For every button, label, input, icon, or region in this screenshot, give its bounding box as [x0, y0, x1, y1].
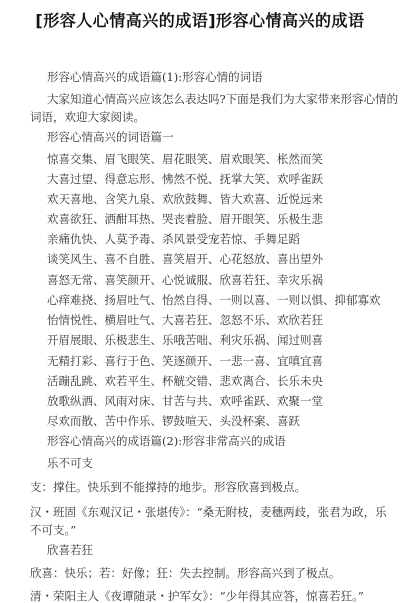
text-line: 词语，欢迎大家阅读。 — [30, 110, 145, 124]
text-line: 大家知道心情高兴应该怎么表达吗?下面是我们为大家带来形容心情的 — [47, 92, 399, 106]
text-line: 喜怒无常、喜笑颜开、心悦诚服、欣喜若狂、幸灾乐祸 — [47, 273, 323, 287]
text-line: 欣喜若狂 — [47, 543, 93, 557]
text-line: 大喜过望、得意忘形、怫然不悦、抚掌大笑、欢呼雀跃 — [47, 172, 323, 186]
page-title: [形容人心情高兴的成语]形容心情高兴的成语 — [35, 11, 365, 30]
text-line: 谈笑风生、喜不自胜、喜笑眉开、心花怒放、喜出望外 — [47, 252, 323, 266]
text-line: 活蹦乱跳、欢若平生、杯觥交错、悲欢离合、长乐未央 — [47, 374, 323, 388]
text-line: 尽欢而散、苦中作乐、锣鼓喧天、头没杯案、喜跃 — [47, 414, 300, 428]
text-line: 放歌纵酒、风雨对床、甘苦与共、欢呼雀跃、欢聚一堂 — [47, 394, 323, 408]
text-line: 亲痛仇快、人莫予毒、杀风景受宠若惊、手舞足蹈 — [47, 232, 300, 246]
text-line: 乐不可支 — [47, 456, 93, 470]
text-line: 欢天喜地、含笑九泉、欢欣鼓舞、皆大欢喜、近悦远来 — [47, 192, 323, 206]
text-line: 惊喜交集、眉飞眼笑、眉花眼笑、眉欢眼笑、枨然而笑 — [47, 152, 323, 166]
text-line: 形容心情高兴的成语篇(1):形容心情的词语 — [47, 70, 263, 84]
text-line: 清・荣阳主人《夜谭随录・护军女》：“少年得其应答，惊喜若狂。” — [30, 589, 364, 603]
text-line: 无精打彩、喜行于色、笑逐颜开、一悲一喜、宜嗔宜喜 — [47, 354, 323, 368]
text-line: 汉・班固《东观汉记・张堪传》：“桑无附枝，麦穗两歧，张君为政，乐 — [30, 505, 387, 519]
text-line: 欢喜欲狂、洒酣耳热、哭丧着脸、眉开眼笑、乐极生悲 — [47, 212, 323, 226]
text-line: 形容心情高兴的词语篇一 — [47, 130, 174, 144]
text-line: 心痒难挠、扬眉吐气、怡然自得、一则以喜、一则以惧、抑郁寡欢 — [47, 293, 381, 307]
text-line: 不可支。” — [30, 523, 77, 537]
text-line: 支：撑住。快乐到不能撑持的地步。形容欣喜到极点。 — [30, 480, 306, 494]
text-line: 开眉展眼、乐极悲生、乐哦苦咄、利灾乐祸、闻过则喜 — [47, 333, 323, 347]
text-line: 怡情悦性、横眉吐气、大喜若狂、忽怒不乐、欢欣若狂 — [47, 313, 323, 327]
text-line: 形容心情高兴的成语篇(2):形容非常高兴的成语 — [47, 434, 286, 448]
text-line: 欣喜：快乐；若：好像；狂：失去控制。形容高兴到了极点。 — [30, 566, 341, 580]
